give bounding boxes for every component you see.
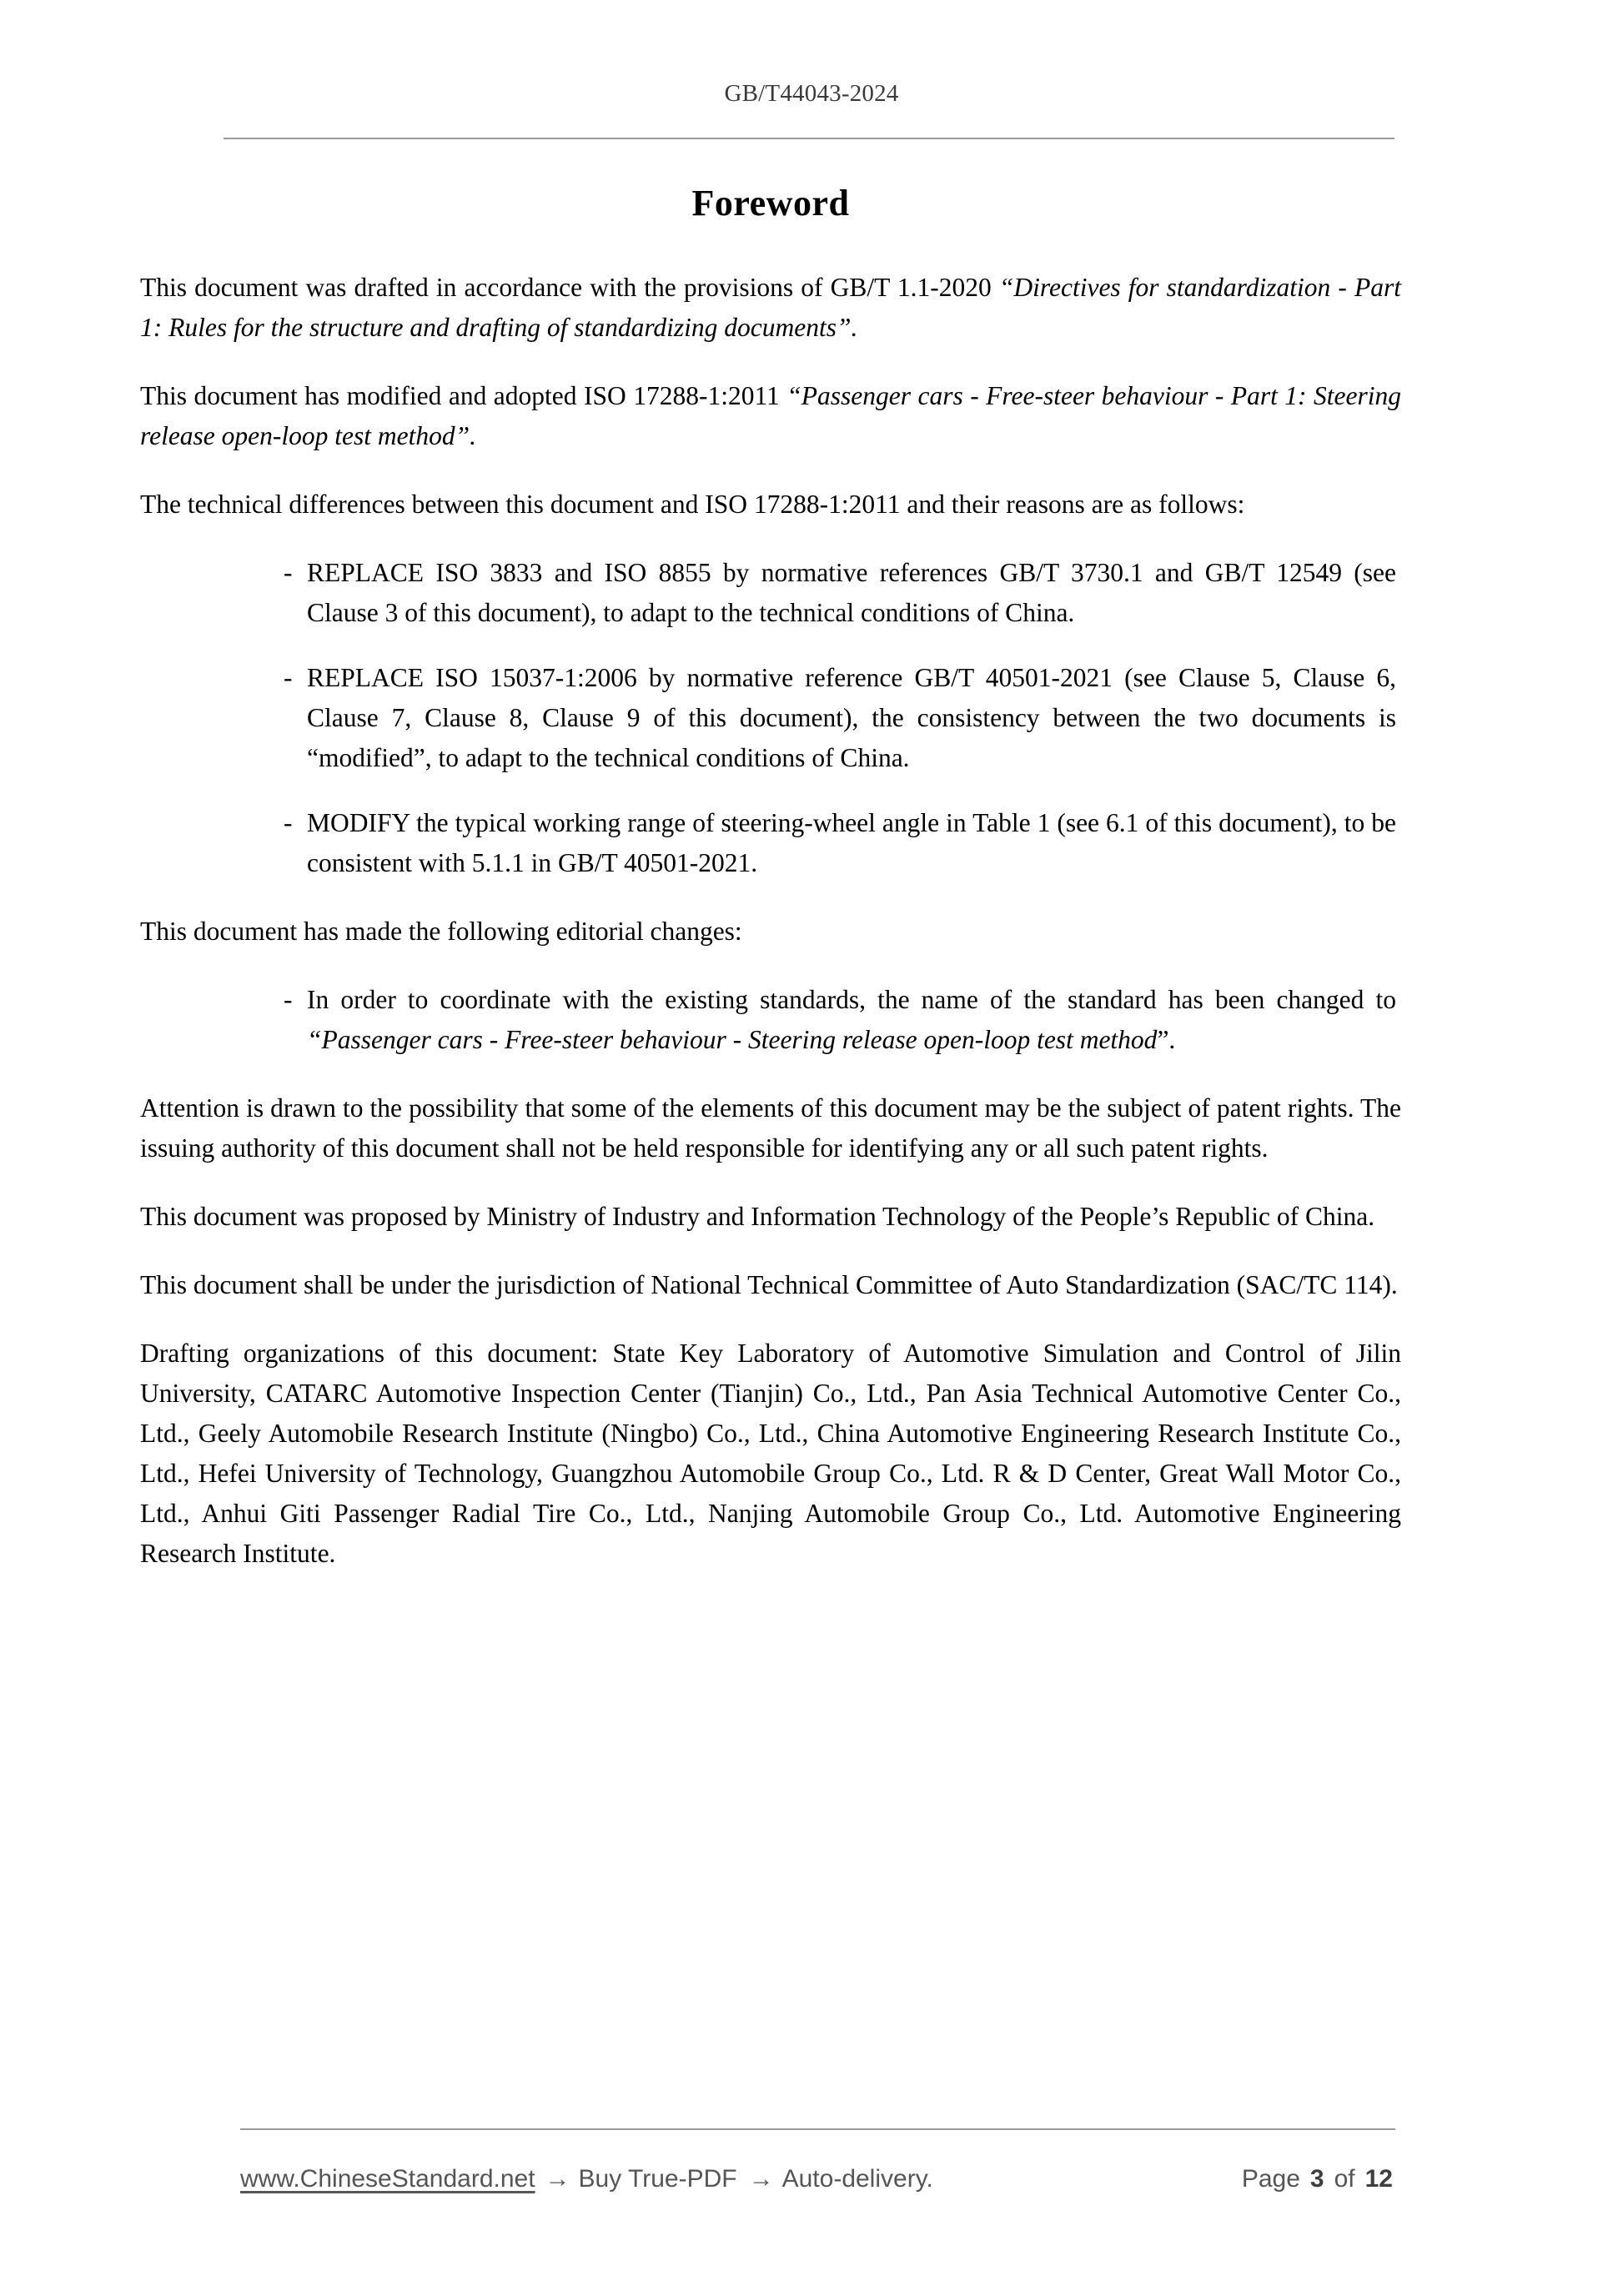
technical-differences-list [140, 553, 1401, 883]
footer-divider [240, 2128, 1395, 2130]
paragraph-proposed-by: This document was proposed by Ministry of Industry and Information Technology of the People’s Republic of China. [140, 1202, 1375, 1231]
standard-code: GB/T44043-2024 [724, 80, 899, 107]
list-dash-marker: - [284, 808, 293, 837]
paragraph-editorial-changes-intro: This document has made the following editorial changes: [140, 917, 742, 946]
list-item-text-tail: ”. [1157, 1025, 1176, 1054]
page-label: Page [1241, 2165, 1300, 2193]
list-item-text [307, 980, 1396, 1060]
list-item [140, 553, 1401, 633]
paragraph-italic-title: “Passenger cars - Free-steer behaviour - Part 1: Steering release open-loop test method”. [140, 381, 1401, 450]
arrow-right-icon: → [545, 2165, 570, 2193]
paragraph-text: This document was drafted in accordance with the provisions of GB/T 1.1-2020 [140, 273, 999, 302]
website-link[interactable]: www.ChineseStandard.net [240, 2165, 535, 2193]
paragraph-patent-rights: Attention is drawn to the possibility that some of the elements of this document may be the subject of patent rights. The issuing authority of this document shall not be held responsible for identifying any or all such patent rights. [140, 1093, 1401, 1163]
list-item [140, 658, 1401, 778]
page-header [0, 80, 1623, 108]
list-item-text-plain: In order to coordinate with the existing standards, the name of the standard has been changed to [307, 985, 1396, 1014]
header-divider [224, 138, 1394, 139]
paragraph-modified-adopted-iso [140, 376, 1401, 456]
list-item-italic-title: “Passenger cars - Free-steer behaviour - Steering release open-loop test method [307, 1025, 1158, 1054]
list-dash-marker: - [284, 663, 293, 692]
paragraph-technical-differences-intro: The technical differences between this document and ISO 17288-1:2011 and their reasons are as follows: [140, 490, 1245, 519]
footer-promo [240, 2165, 933, 2193]
of-label: of [1334, 2165, 1355, 2193]
list-dash-marker: - [284, 985, 293, 1014]
auto-delivery-label: Auto-delivery. [781, 2165, 933, 2193]
paragraph-text: This document has modified and adopted ISO 17288-1:2011 [140, 381, 787, 410]
paragraph-italic-title: “Directives for standardization - Part 1: Rules for the structure and drafting of standardizing documents”. [140, 273, 1401, 342]
buy-true-pdf-label: Buy True-PDF [578, 2165, 737, 2193]
list-item [140, 803, 1401, 883]
paragraph-jurisdiction: This document shall be under the jurisdiction of National Technical Committee of Auto Standardization (SAC/TC 114). [140, 1270, 1398, 1299]
list-dash-marker: - [284, 558, 293, 587]
list-item-text: MODIFY the typical working range of steering-wheel angle in Table 1 (see 6.1 of this document), to be consistent with 5.1.1 in GB/T 40501-2021. [307, 808, 1396, 877]
paragraph-drafting-organizations: Drafting organizations of this document: State Key Laboratory of Automotive Simulation and Control of Jilin University, CATARC Automotive Inspection Center (Tianjin) Co., Ltd., Pan Asia Technical Automotive Center Co., Ltd., Geely Automobile Research Institute (Ningbo) Co., Ltd., China Automotive Engineering Research Institute Co., Ltd., Hefei University of Technology, Guangzhou Automobile Group Co., Ltd. R & D Center, Great Wall Motor Co., Ltd., Anhui Giti Passenger Radial Tire Co., Ltd., Nanjing Automobile Group Co., Ltd. Automotive Engineering Research Institute. [140, 1339, 1401, 1568]
page-footer [240, 2154, 1399, 2204]
list-item-text: REPLACE ISO 15037-1:2006 by normative reference GB/T 40501-2021 (see Clause 5, Clause 6, Clause 7, Clause 8, Clause 9 of this document), the consistency between the two documents is “modified”, to adapt to the technical conditions of China. [307, 663, 1396, 772]
current-page-number: 3 [1309, 2165, 1324, 2193]
paragraph-drafted-in-accordance [140, 268, 1401, 348]
list-item-text: REPLACE ISO 3833 and ISO 8855 by normative references GB/T 3730.1 and GB/T 12549 (see Clause 3 of this document), to adapt to the technical conditions of China. [307, 558, 1396, 627]
arrow-right-icon: → [748, 2165, 774, 2193]
list-item [140, 980, 1401, 1060]
editorial-changes-list [140, 980, 1401, 1060]
total-page-count: 12 [1364, 2165, 1393, 2193]
document-content [140, 182, 1401, 1602]
page-indicator [1242, 2165, 1399, 2193]
page-title: Foreword [691, 183, 850, 224]
